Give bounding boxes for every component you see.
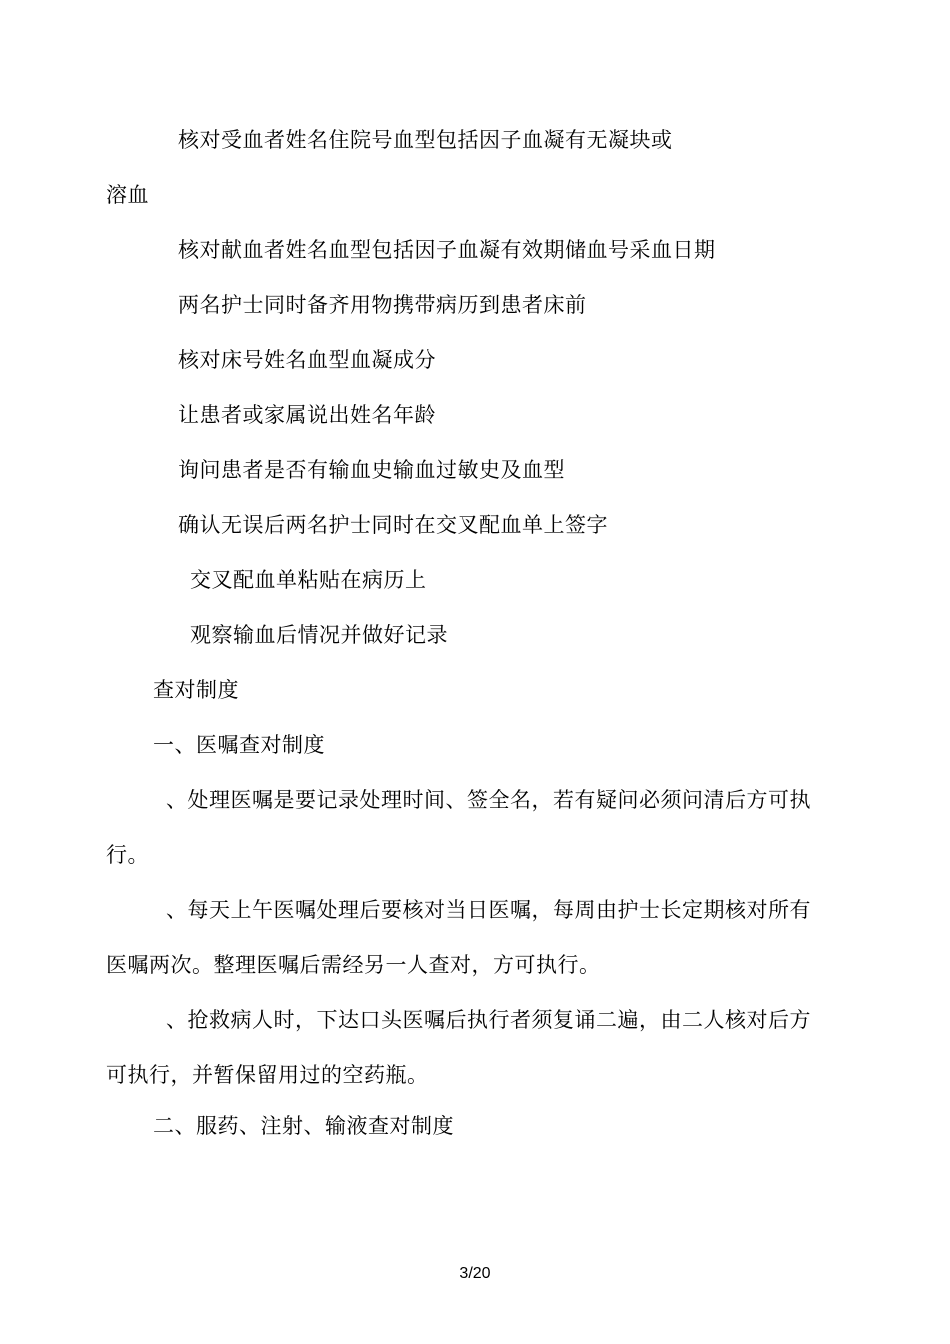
paragraph-line: 、抢救病人时，下达口头医嘱后执行者须复诵二遍，由二人核对后方 [166, 1008, 811, 1032]
subsection-title: 一、医嘱查对制度 [153, 733, 325, 757]
transfusion-step-line: 观察输血后情况并做好记录 [190, 623, 448, 647]
transfusion-step-line: 核对献血者姓名血型包括因子血凝有效期储血号采血日期 [178, 238, 716, 262]
transfusion-step-line: 溶血 [106, 183, 149, 207]
paragraph-line: 、每天上午医嘱处理后要核对当日医嘱，每周由护士长定期核对所有 [166, 898, 811, 922]
page-number: 3/20 [459, 1265, 491, 1282]
transfusion-step-line: 确认无误后两名护士同时在交叉配血单上签字 [178, 513, 608, 537]
transfusion-step-line: 让患者或家属说出姓名年龄 [178, 403, 436, 427]
transfusion-step-line: 两名护士同时备齐用物携带病历到患者床前 [178, 293, 587, 317]
subsection-title: 二、服药、注射、输液查对制度 [153, 1114, 454, 1138]
paragraph-line: 可执行，并暂保留用过的空药瓶。 [106, 1063, 429, 1087]
transfusion-step-line: 核对床号姓名血型血凝成分 [178, 348, 436, 372]
paragraph-line: 行。 [106, 843, 149, 867]
paragraph-line: 医嘱两次。整理医嘱后需经另一人查对，方可执行。 [106, 953, 601, 977]
paragraph-line: 、处理医嘱是要记录处理时间、签全名，若有疑问必须问清后方可执 [166, 788, 811, 812]
section-title: 查对制度 [153, 678, 239, 702]
transfusion-step-line: 核对受血者姓名住院号血型包括因子血凝有无凝块或 [178, 128, 673, 152]
transfusion-step-line: 交叉配血单粘贴在病历上 [190, 568, 427, 592]
transfusion-step-line: 询问患者是否有输血史输血过敏史及血型 [178, 458, 565, 482]
